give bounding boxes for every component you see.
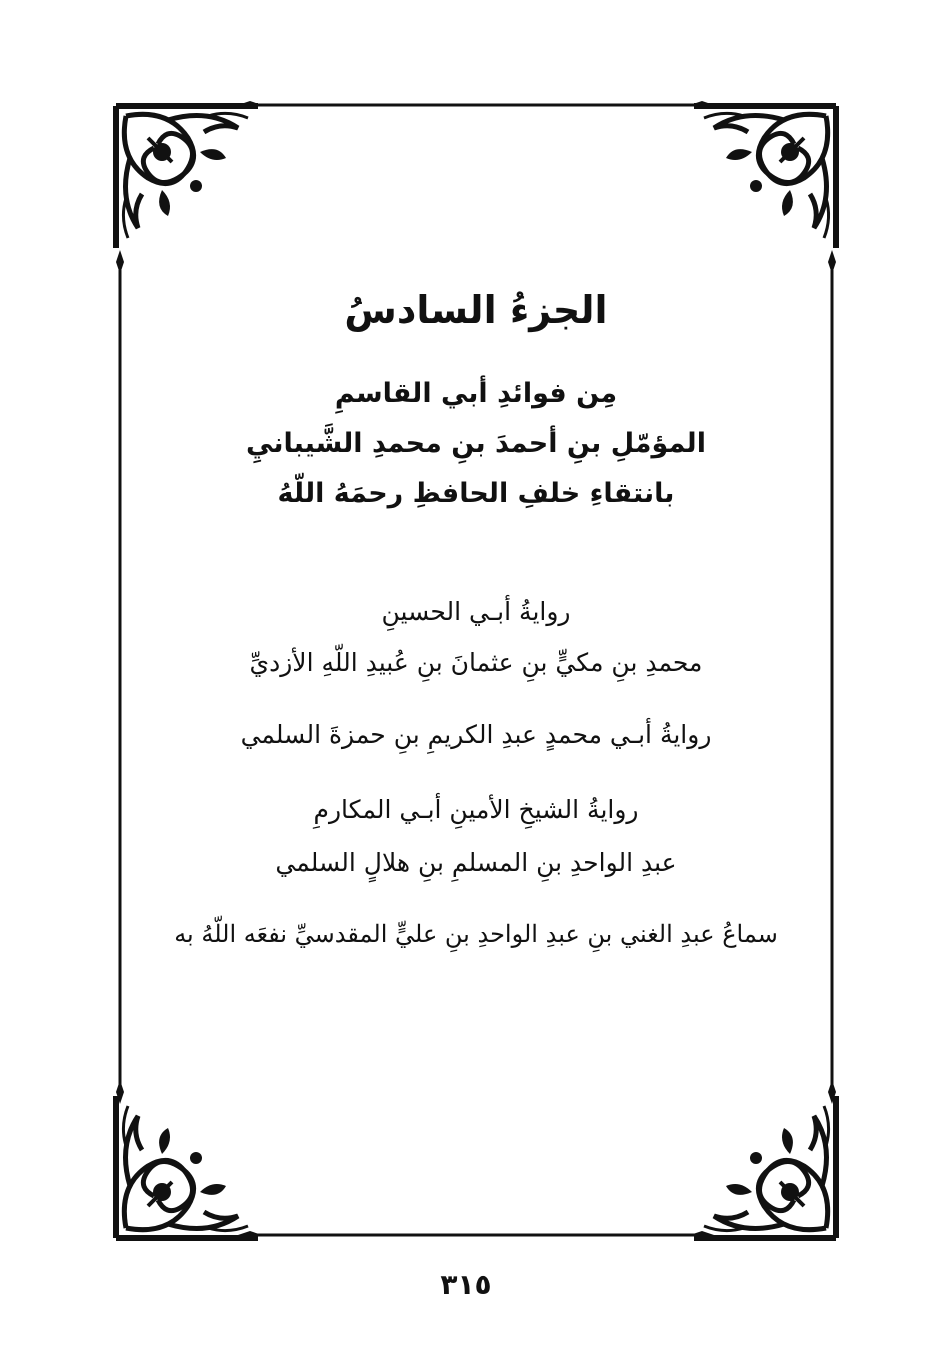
subtitle-line-1: مِن فوائدِ أبي القاسمِ [334,378,618,409]
corner-ornament-bottom-right [694,1096,836,1238]
riwaya-3-line-2: عبدِ الواحدِ بنِ المسلمِ بنِ هلالٍ السلمي [275,848,677,877]
subtitle-line-3: بانتقاءِ خلفِ الحافظِ رحمَهُ اللّهُ [277,478,675,509]
part-title: الجزءُ السادسُ [344,288,608,332]
riwaya-3-line-1: روايةُ الشيخِ الأمينِ أبـي المكارمِ [313,795,639,824]
corner-ornament-bottom-left [116,1096,258,1238]
riwaya-1-line-2: محمدِ بنِ مكيٍّ بنِ عثمانَ بنِ عُبيدِ اللّهِ الأزديِّ [249,648,703,677]
subtitle-line-2: المؤمّلِ بنِ أحمدَ بنِ محمدِ الشَّيبانيِ [246,428,706,459]
riwaya-2: روايةُ أبـي محمدٍ عبدِ الكريمِ بنِ حمزةَ السلمي [240,720,712,749]
sama-line: سماعُ عبدِ الغني بنِ عبدِ الواحدِ بنِ عليٍّ المقدسيِّ نفعَه اللّهُ به [174,920,778,948]
page-number: ٣١٥ [440,1268,492,1301]
corner-ornament-top-left [116,106,258,248]
corner-ornament-top-right [694,106,836,248]
riwaya-1-line-1: روايةُ أبـي الحسينِ [381,597,571,626]
